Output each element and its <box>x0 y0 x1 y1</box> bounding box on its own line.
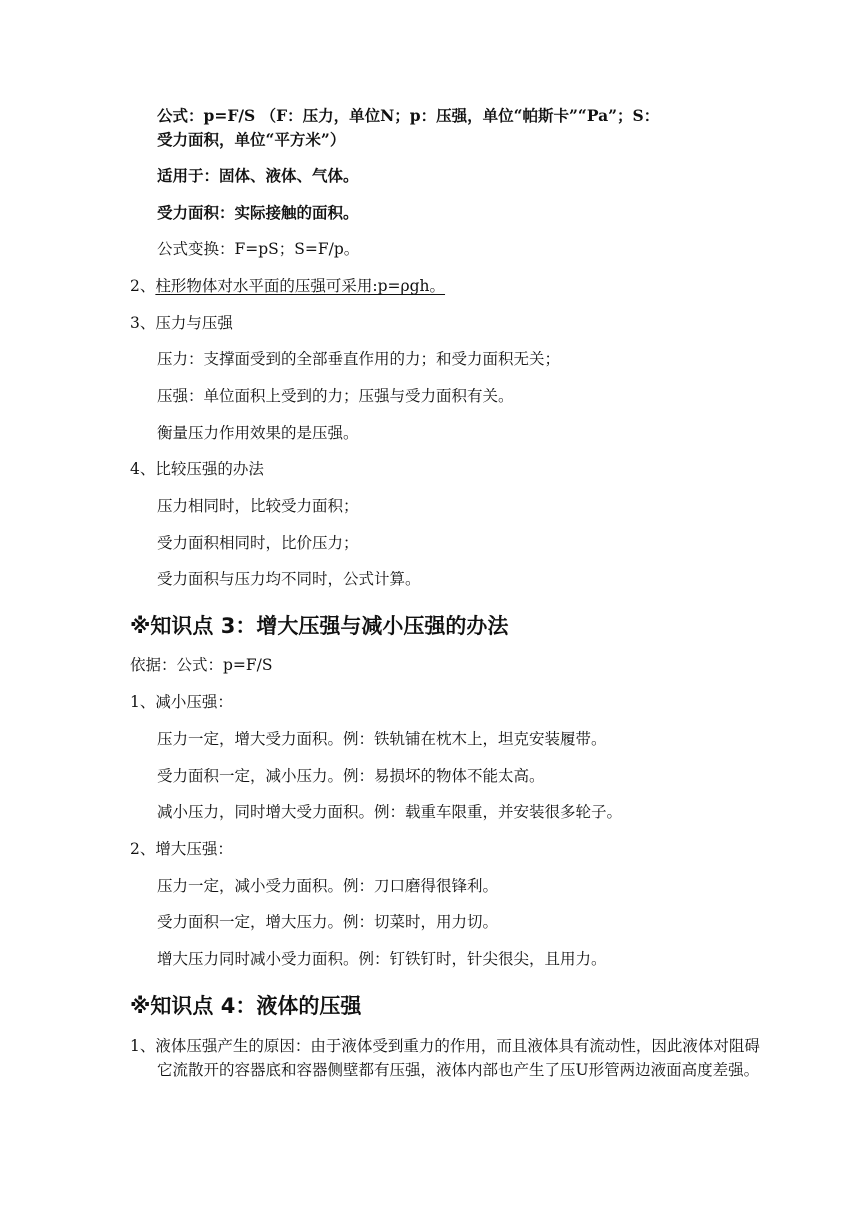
increase-item-1: 压力一定，减小受力面积。例：刀口磨得很锋利。 <box>157 877 499 895</box>
liquid-pressure-paragraph: 1、液体压强产生的原因：由于液体受到重力的作用，而且液体具有流动性，因此液体对阻碍它流散开的容器底和容器侧壁都有压强，液体内部也产生了压U形管两边液面高度差强。 <box>130 1037 760 1079</box>
area-definition: 受力面积：实际接触的面积。 <box>157 203 359 222</box>
section-4-heading: ※知识点 4：液体的压强 <box>130 994 362 1018</box>
item-4-title: 4、比较压强的办法 <box>130 460 264 478</box>
item-2-number: 2、 <box>130 277 156 295</box>
reduce-item-2: 受力面积一定，减小压力。例：易损坏的物体不能太高。 <box>157 767 545 785</box>
pressure-definition: 压强：单位面积上受到的力；压强与受力面积有关。 <box>157 387 514 405</box>
reduce-item-3: 减小压力，同时增大受力面积。例：载重车限重，并安装很多轮子。 <box>157 803 623 821</box>
section-3-basis: 依据：公式：p=F/S <box>130 656 273 674</box>
formula-line: 公式：p=F/S （F：压力，单位N；p：压强，单位“帕斯卡”“Pa”；S： <box>157 106 660 125</box>
measure-line: 衡量压力作用效果的是压强。 <box>157 424 359 442</box>
formula-transform: 公式变换：F=pS；S=F/p。 <box>157 240 360 258</box>
force-definition: 压力：支撑面受到的全部垂直作用的力；和受力面积无关； <box>157 350 561 368</box>
compare-line-1: 压力相同时，比较受力面积； <box>157 497 359 515</box>
section-3-heading: ※知识点 3：增大压强与减小压强的办法 <box>130 614 509 638</box>
applies-line: 适用于：固体、液体、气体。 <box>157 166 359 185</box>
formula-line-cont: 受力面积，单位“平方米”） <box>157 130 346 149</box>
reduce-item-1: 压力一定，增大受力面积。例：铁轨铺在枕木上，坦克安装履带。 <box>157 730 607 748</box>
item-2-text: 柱形物体对水平面的压强可采用:p=ρgh。 <box>155 277 446 295</box>
reduce-title: 1、减小压强： <box>130 693 233 711</box>
compare-line-3: 受力面积与压力均不同时，公式计算。 <box>157 570 421 588</box>
item-2 <box>130 274 740 298</box>
increase-title: 2、增大压强： <box>130 840 233 858</box>
compare-line-2: 受力面积相同时，比价压力； <box>157 534 359 552</box>
item-3-title: 3、压力与压强 <box>130 314 233 332</box>
increase-item-3: 增大压力同时减小受力面积。例：钉铁钉时，针尖很尖，且用力。 <box>157 950 607 968</box>
increase-item-2: 受力面积一定，增大压力。例：切菜时，用力切。 <box>157 913 499 931</box>
